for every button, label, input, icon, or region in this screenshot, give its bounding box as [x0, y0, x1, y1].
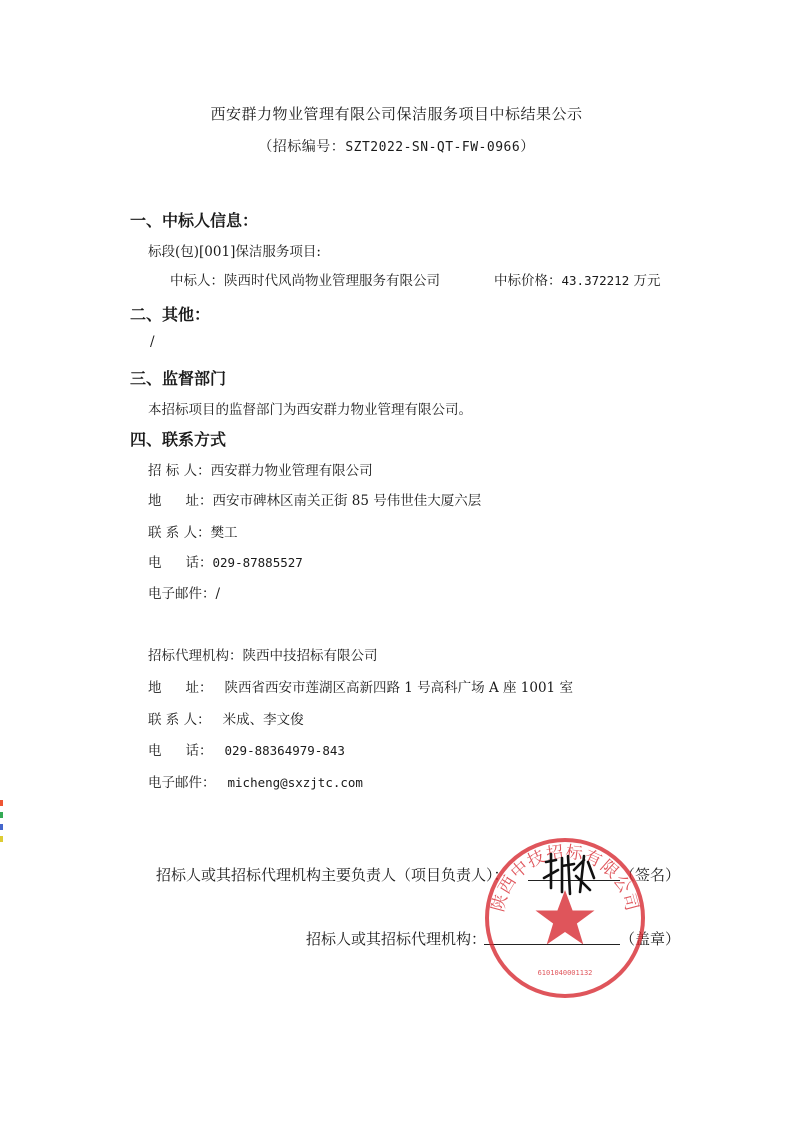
tenderer-address-label-1: 地	[148, 493, 162, 509]
handwritten-signature	[540, 848, 598, 898]
section2-heading: 二、其他：	[130, 305, 211, 324]
tenderer-phone-line	[148, 551, 303, 571]
agency-name: 陕西中技招标有限公司	[242, 648, 378, 664]
seal-number: 6101040001132	[537, 969, 593, 977]
price-label: 中标价格：	[494, 273, 562, 289]
tenderer-address: 西安市碑林区南关正街 85 号伟世佳大厦六层	[212, 493, 482, 509]
agency-name-line	[148, 644, 378, 664]
tenderer-email: /	[215, 586, 221, 602]
agency-phone-line	[148, 739, 345, 759]
scan-edge-mark	[0, 812, 3, 818]
agency-phone-label-1: 电	[148, 743, 162, 759]
agency-email-line	[148, 771, 363, 791]
tenderer-phone-label-1: 电	[148, 555, 162, 571]
tenderer-contact-label: 联 系 人：	[148, 525, 211, 541]
seal-suffix: （盖章）	[620, 930, 681, 948]
agency-phone: 029-88364979-843	[224, 743, 345, 758]
tenderer-contact: 樊工	[210, 525, 238, 541]
seal-star-icon	[536, 890, 595, 945]
agency-contact-label: 联 系 人：	[148, 712, 211, 728]
tenderer-phone: 029-87885527	[212, 555, 303, 570]
signature-line-label: 招标人或其招标代理机构主要负责人（项目负责人）：	[156, 866, 509, 884]
agency-address: 陕西省西安市莲湖区高新四路 1 号高科广场 A 座 1001 室	[224, 680, 573, 696]
scan-edge-mark	[0, 800, 3, 806]
tenderer-email-label: 电子邮件：	[148, 586, 216, 602]
price-value: 43.372212	[561, 273, 630, 288]
tenderer-address-line	[148, 489, 481, 509]
price-unit: 万元	[633, 273, 661, 289]
agency-address-label-2: 址：	[185, 680, 213, 696]
section4-heading: 四、联系方式	[130, 430, 227, 449]
tenderer-email-line	[148, 582, 220, 602]
tenderer-phone-label-2: 话：	[185, 555, 213, 571]
seal-text: 陕西中技招标有限公司	[488, 842, 642, 914]
winner-name: 陕西时代风尚物业管理服务有限公司	[224, 273, 440, 289]
agency-address-label-1: 地	[148, 680, 162, 696]
signature-suffix: （签名）	[620, 866, 681, 884]
tenderer-address-label-2: 址：	[185, 493, 213, 509]
tenderer-name-label: 招 标 人：	[148, 463, 211, 479]
price-line	[494, 269, 661, 289]
agency-contact: 米成、李文俊	[222, 712, 304, 728]
seal-line-label: 招标人或其招标代理机构：	[306, 930, 487, 948]
tender-number-suffix: ）	[520, 139, 535, 155]
supervision-text: 本招标项目的监督部门为西安群力物业管理有限公司。	[148, 402, 472, 418]
scan-edge-mark	[0, 836, 3, 842]
tender-number-prefix: （招标编号：	[258, 139, 346, 155]
winner-label: 中标人：	[170, 273, 224, 289]
agency-email: micheng@sxzjtc.com	[227, 775, 363, 790]
agency-email-label: 电子邮件：	[148, 775, 216, 791]
lot-label: 标段(包)[001]保洁服务项目:	[148, 244, 321, 260]
scan-edge-mark	[0, 824, 3, 830]
winner-line	[170, 269, 440, 289]
tender-number	[0, 136, 793, 156]
tenderer-contact-line	[148, 521, 238, 541]
tenderer-name: 西安群力物业管理有限公司	[210, 463, 373, 479]
agency-name-label: 招标代理机构：	[148, 648, 243, 664]
section3-heading: 三、监督部门	[130, 369, 227, 388]
section2-content: /	[150, 334, 155, 350]
tenderer-name-line	[148, 459, 373, 479]
section1-heading: 一、中标人信息：	[130, 211, 259, 230]
document-title: 西安群力物业管理有限公司保洁服务项目中标结果公示	[210, 105, 583, 123]
agency-contact-line	[148, 708, 304, 728]
agency-address-line	[148, 676, 573, 696]
tender-number-code: SZT2022-SN-QT-FW-0966	[345, 140, 521, 155]
agency-phone-label-2: 话：	[185, 743, 213, 759]
